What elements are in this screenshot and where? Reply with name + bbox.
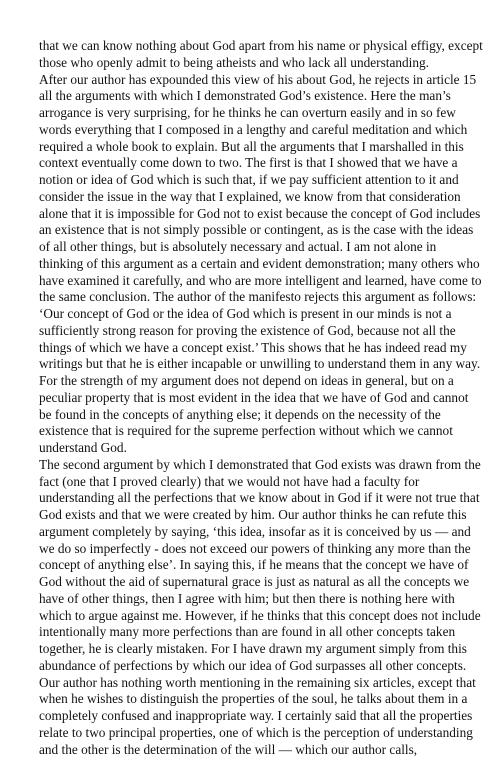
text-line: ‘Our concept of God or the idea of God which is present in our minds is not a [39,306,469,323]
text-line: abundance of perfections by which our idea of God surpasses all other concepts. [39,658,469,675]
document-body [39,38,469,758]
text-line: things of which we have a concept exist.’ This shows that he has indeed read my [39,340,469,357]
text-line: thinking of this argument as a certain and evident demonstration; many others who [39,256,469,273]
text-line: have of other things, then I agree with him; but then there is nothing here with [39,591,469,608]
text-line: sufficiently strong reason for proving the existence of God, because not all the [39,323,469,340]
text-line: which to argue against me. However, if he thinks that this concept does not include [39,608,469,625]
text-line: concept of anything else’. In saying this, if he means that the concept we have of [39,557,469,574]
text-line: Our author has nothing worth mentioning in the remaining six articles, except that [39,675,469,692]
text-line: that we can know nothing about God apart from his name or physical effigy, except [39,38,469,55]
text-line: we do so imperfectly - does not exceed our powers of thinking any more than the [39,541,469,558]
text-line: intentionally many more perfections than are found in all other concepts taken [39,624,469,641]
text-line: After our author has expounded this view of his about God, he rejects in article 15 [39,72,469,89]
text-line: peculiar property that is most evident in the idea that we have of God and cannot [39,390,469,407]
text-line: when he wishes to distinguish the properties of the soul, he talks about them in a [39,691,469,708]
text-line: required a whole book to explain. But all the arguments that I marshalled in this [39,139,469,156]
text-line: God without the aid of supernatural grace is just as natural as all the concepts we [39,574,469,591]
text-line: all the arguments with which I demonstrated God’s existence. Here the man’s [39,88,469,105]
text-line: together, he is clearly mistaken. For I have drawn my argument simply from this [39,641,469,658]
text-line: have examined it carefully, and who are more intelligent and learned, have come to [39,273,469,290]
text-line: an existence that is not simply possible or contingent, as is the case with the ideas [39,222,469,239]
text-line: those who openly admit to being atheists and who lack all understanding. [39,55,469,72]
text-line: and the other is the determination of the will — which our author calls, [39,742,469,758]
text-line: alone that it is impossible for God not to exist because the concept of God includes [39,206,469,223]
document-page [39,38,469,758]
text-line: of all other things, but is absolutely necessary and actual. I am not alone in [39,239,469,256]
text-line: understanding all the perfections that we know about in God if it were not true that [39,490,469,507]
text-line: consider the issue in the way that I explained, we know from that consideration [39,189,469,206]
text-line: be found in the concepts of anything else; it depends on the necessity of the [39,407,469,424]
text-line: For the strength of my argument does not depend on ideas in general, but on a [39,373,469,390]
text-line: relate to two principal properties, one of which is the perception of understanding [39,725,469,742]
text-line: God exists and that we were created by him. Our author thinks he can refute this [39,507,469,524]
text-line: The second argument by which I demonstrated that God exists was drawn from the [39,457,469,474]
text-line: context eventually come down to two. The first is that I showed that we have a [39,155,469,172]
text-line: fact (one that I proved clearly) that we would not have had a faculty for [39,474,469,491]
text-line: understand God. [39,440,469,457]
text-line: argument completely by saying, ‘this idea, insofar as it is conceived by us — and [39,524,469,541]
text-line: completely confused and inappropriate way. I certainly said that all the properties [39,708,469,725]
text-line: words everything that I composed in a lengthy and careful meditation and which [39,122,469,139]
text-line: writings but that he is either incapable or unwilling to understand them in any way. [39,356,469,373]
text-line: the same conclusion. The author of the manifesto rejects this argument as follows: [39,289,469,306]
text-line: existence that is required for the supreme perfection without which we cannot [39,423,469,440]
text-line: arrogance is very surprising, for he thinks he can overturn easily and in so few [39,105,469,122]
text-line: notion or idea of God which is such that, if we pay sufficient attention to it and [39,172,469,189]
